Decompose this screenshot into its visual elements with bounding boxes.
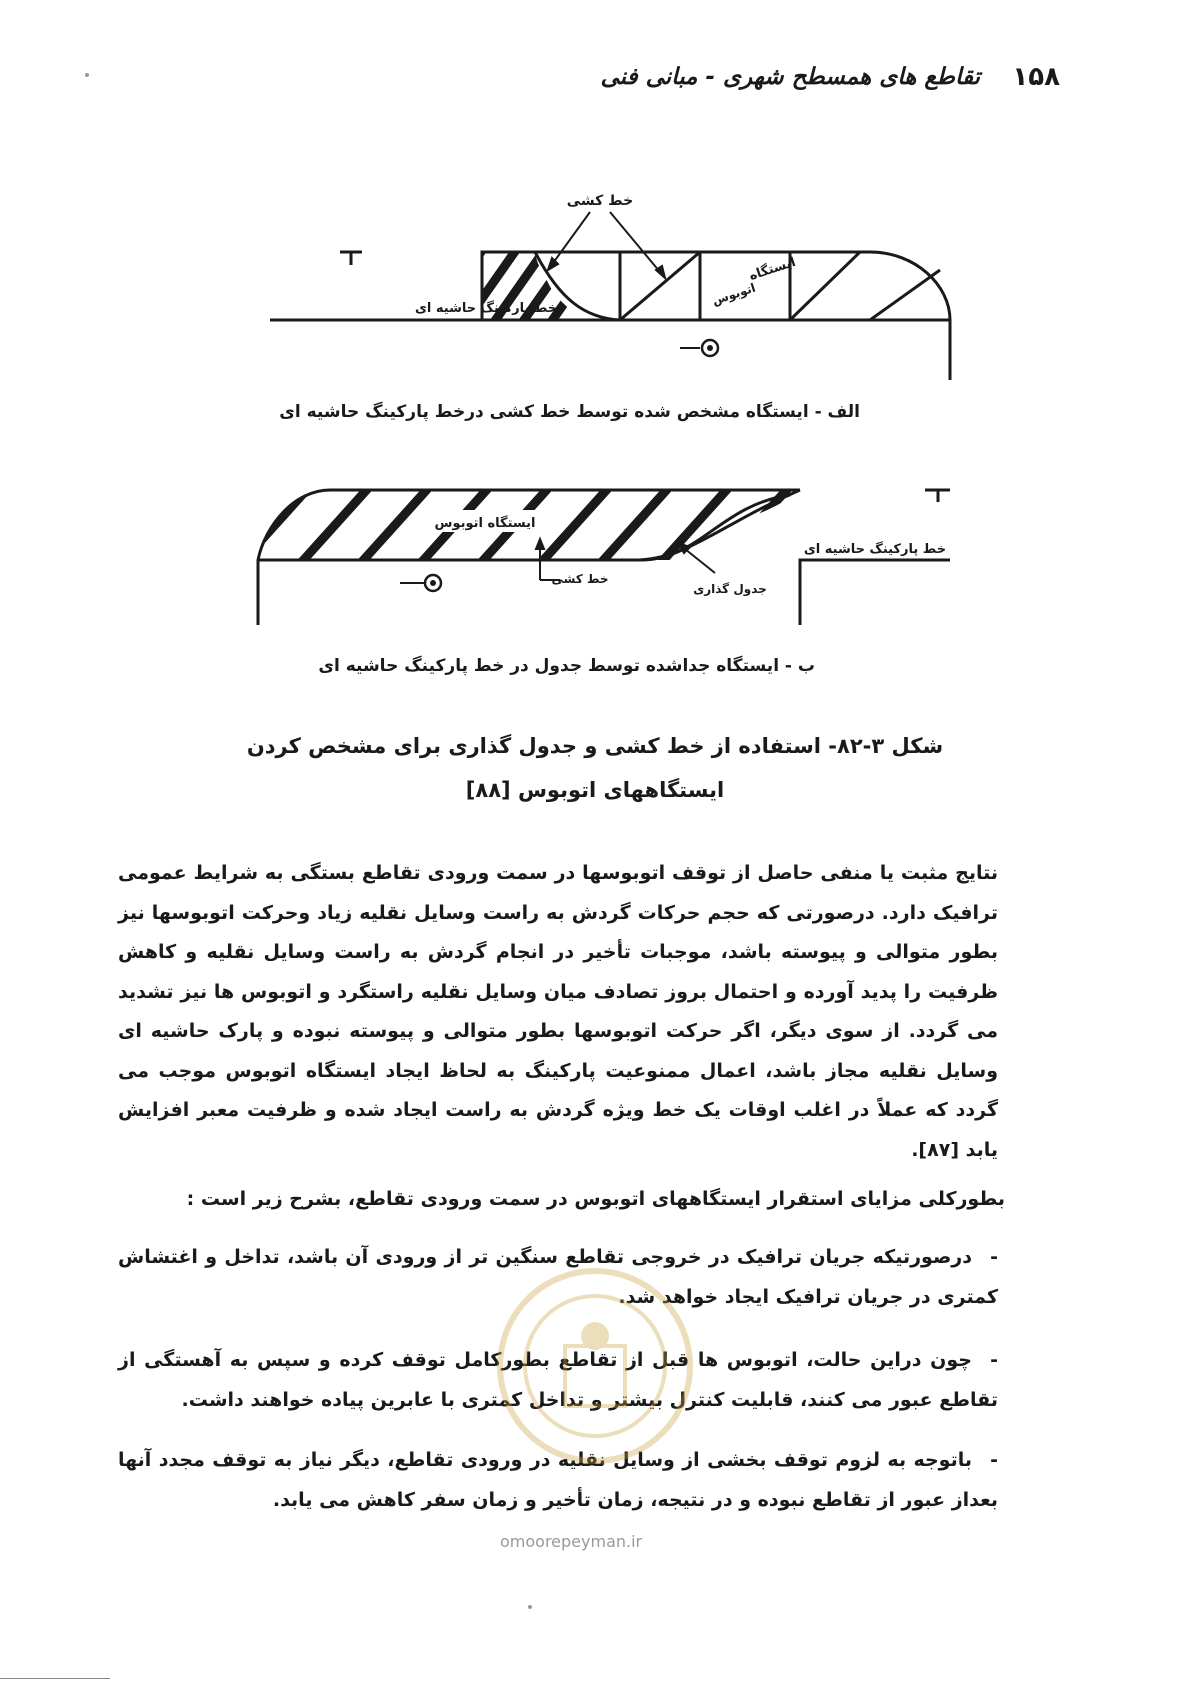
bullet-text: چون دراین حالت، اتوبوس ها قبل از تقاطع بطورکامل توقف کرده و سپس به آهستگی از تقاطع عبور می کنند، قابلیت کنترل بیشتر و تداخل کمتری با عابرین پیاده خواهند داشت. — [118, 1349, 998, 1411]
page-number: ۱۵۸ — [1012, 62, 1060, 92]
advantages-intro: بطورکلی مزایای استقرار ایستگاههای اتوبوس در سمت ورودی تقاطع، بشرح زیر است : — [186, 1188, 1005, 1210]
bullet-dash: - — [990, 1349, 998, 1371]
figure-b-bus-stop-label: ایستگاه اتوبوس — [434, 516, 536, 531]
figure-a-leaders — [548, 212, 700, 348]
figure-b-subcaption: ب - ایستگاه جداشده توسط جدول در خط پارکینگ حاشیه ای — [318, 656, 815, 676]
body-paragraph: نتایج مثبت یا منفی حاصل از توقف اتوبوسها در سمت ورودی تقاطع بستگی به شرایط عمومی ترافیک دارد. درصورتی که حجم حرکات گردش به راست وسایل نقلیه زیاد وحرکت اتوبوسها نیز بطور متوالی و پیوسته باشد، موجبات تأخیر در انجام گردش به راست وسایل نقلیه و کاهش ظرفیت را پدید آورده و احتمال بروز تصادف میان وسایل نقلیه راستگرد و اتوبوس ها نیز تشدید می گردد. از سوی دیگر، اگر حرکت اتوبوسها بطور متوالی و پیوسته نبوده و پارک حاشیه ای وسایل نقلیه مجاز باشد، اعمال ممنوعیت پارکینگ به لحاظ ایجاد ایستگاه اتوبوس موجب می گردد که عملاً در اغلب اوقات یک خط ویژه گردش به راست ایجاد شده و ظرفیت معبر افزایش یابد [۸۷]. — [118, 862, 998, 1161]
figure-b-diagram — [0, 465, 1190, 685]
figure-b-curbing-label: جدول گذاری — [693, 582, 767, 596]
bullet-dash: - — [990, 1449, 998, 1471]
bullet-dash: - — [990, 1246, 998, 1268]
figure-caption — [150, 724, 1040, 812]
watermark-site: omoorepeyman.ir — [500, 1532, 643, 1551]
bottom-rule — [0, 1678, 110, 1679]
running-title: تقاطع های همسطح شهری - مبانی فنی — [600, 64, 980, 90]
bullet-text: باتوجه به لزوم توقف بخشی از وسایل نقلیه در ورودی تقاطع، دیگر نیاز به توقف مجدد آنها بعداز عبور از تقاطع نبوده و در نتیجه، زمان تأخیر و زمان سفر کاهش می یابد. — [118, 1449, 998, 1511]
figure-a-parking-line-label: خط پارکینگ حاشیه ای — [415, 301, 558, 316]
bullet-text: درصورتیکه جریان ترافیک در خروجی تقاطع سنگین تر از ورودی آن باشد، تداخل و اغتشاش کمتری در جریان ترافیک ایجاد خواهد شد. — [118, 1246, 998, 1308]
figure-a-bus-stop-label-1: ایستگاه — [747, 254, 798, 284]
figure-a-outline — [270, 252, 950, 380]
bus-stop-sign-b — [425, 575, 441, 591]
watermark-seal — [490, 1256, 700, 1486]
figure-caption-line-2: ایستگاههای اتوبوس [۸۸] — [465, 778, 725, 802]
figure-a-subcaption: الف - ایستگاه مشخص شده توسط خط کشی درخط پارکینگ حاشیه ای — [279, 402, 860, 422]
bottom-dot — [528, 1605, 532, 1609]
figure-b-parking-line-label: خط پارکینگ حاشیه ای — [803, 542, 947, 557]
figure-a-hatch — [440, 225, 605, 345]
figure-caption-line-1: شکل ۳-۸۲- استفاده از خط کشی و جدول گذاری برای مشخص کردن — [246, 734, 944, 758]
figure-a-diagram — [0, 0, 1190, 380]
figure-a-bus-stop-label-2: اتوبوس — [710, 280, 758, 308]
figure-b-marking-label: خط کشی — [551, 572, 609, 586]
bus-stop-sign-a — [702, 340, 718, 356]
figure-a-marking-label: خط کشی — [566, 193, 634, 209]
